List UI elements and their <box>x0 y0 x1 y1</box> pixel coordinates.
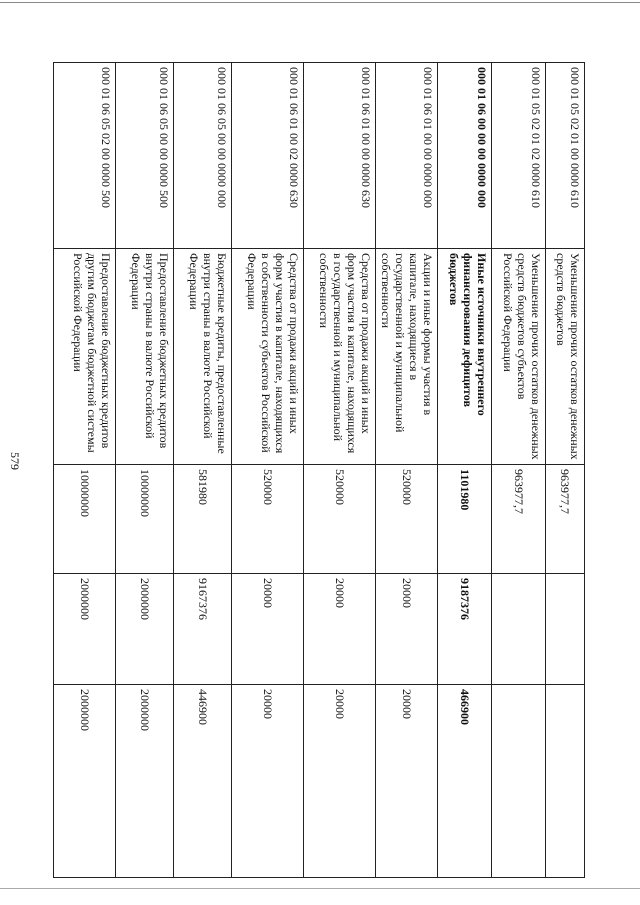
table-row <box>174 63 232 878</box>
amount-col3-cell <box>546 685 585 878</box>
source-name-cell: Предоставление бюджетных кредитов внутри страны в валюте Российской Федерации <box>116 249 174 465</box>
budget-code-cell: 000 01 05 02 01 02 0000 610 <box>492 63 546 249</box>
amount-col3-cell: 20000 <box>376 685 438 878</box>
source-name-cell: Иные источники внутреннего финансирования дефицитов бюджетов <box>438 249 492 465</box>
budget-code-cell: 000 01 06 01 00 00 0000 630 <box>304 63 376 249</box>
amount-col2-cell: 2000000 <box>116 574 174 685</box>
amount-col2-cell: 20000 <box>376 574 438 685</box>
amount-col1-cell: 1101980 <box>438 465 492 574</box>
table-row <box>492 63 546 878</box>
amount-col1-cell: 10000000 <box>54 465 116 574</box>
source-name-cell: Акции и иные формы участия в капитале, находящиеся в государственной и муниципальной собственности <box>376 249 438 465</box>
amount-col3-cell: 466900 <box>438 685 492 878</box>
table-row <box>232 63 304 878</box>
budget-code-cell: 000 01 06 01 00 00 0000 000 <box>376 63 438 249</box>
source-name-cell: Средства от продажи акций и иных форм участия в капитале, находящихся в государственной и муниципальной собственности <box>304 249 376 465</box>
table-row <box>376 63 438 878</box>
amount-col2-cell: 20000 <box>304 574 376 685</box>
top-rule <box>0 2 640 3</box>
source-name-cell: Предоставление бюджетных кредитов другим бюджетам бюджетной системы Российской Федерации <box>54 249 116 465</box>
amount-col1-cell: 520000 <box>376 465 438 574</box>
source-name-cell: Бюджетные кредиты, предоставленные внутри страны в валюте Российской Федерации <box>174 249 232 465</box>
amount-col1-cell: 520000 <box>304 465 376 574</box>
amount-col2-cell <box>546 574 585 685</box>
amount-col3-cell: 2000000 <box>116 685 174 878</box>
amount-col3-cell: 446900 <box>174 685 232 878</box>
budget-code-cell: 000 01 06 05 00 00 0000 500 <box>116 63 174 249</box>
page-number: 579 <box>8 452 22 470</box>
amount-col1-cell: 963977,7 <box>492 465 546 574</box>
budget-sources-table <box>53 62 585 878</box>
budget-code-cell: 000 01 06 01 00 02 0000 630 <box>232 63 304 249</box>
amount-col3-cell: 2000000 <box>54 685 116 878</box>
table-row <box>438 63 492 878</box>
amount-col3-cell: 20000 <box>304 685 376 878</box>
amount-col1-cell: 520000 <box>232 465 304 574</box>
amount-col1-cell: 10000000 <box>116 465 174 574</box>
source-name-cell: Уменьшение прочих остатков денежных средств бюджетов субъектов Российской Федерации <box>492 249 546 465</box>
amount-col1-cell: 581980 <box>174 465 232 574</box>
rotated-table-container <box>60 62 585 877</box>
budget-code-cell: 000 01 05 02 01 00 0000 610 <box>546 63 585 249</box>
table-row <box>546 63 585 878</box>
amount-col2-cell <box>492 574 546 685</box>
source-name-cell: Средства от продажи акций и иных форм участия в капитале, находящихся в собственности субъектов Российской Федерации <box>232 249 304 465</box>
budget-code-cell: 000 01 06 05 02 00 0000 500 <box>54 63 116 249</box>
amount-col2-cell: 20000 <box>232 574 304 685</box>
source-name-cell: Уменьшение прочих остатков денежных средств бюджетов <box>546 249 585 465</box>
amount-col3-cell <box>492 685 546 878</box>
table-row <box>116 63 174 878</box>
budget-code-cell: 000 01 06 00 00 00 0000 000 <box>438 63 492 249</box>
amount-col1-cell: 963977,7 <box>546 465 585 574</box>
table-row <box>54 63 116 878</box>
amount-col2-cell: 9187376 <box>438 574 492 685</box>
amount-col3-cell: 20000 <box>232 685 304 878</box>
bottom-rule <box>0 888 640 889</box>
table-row <box>304 63 376 878</box>
amount-col2-cell: 2000000 <box>54 574 116 685</box>
budget-code-cell: 000 01 06 05 00 00 0000 000 <box>174 63 232 249</box>
amount-col2-cell: 9167376 <box>174 574 232 685</box>
